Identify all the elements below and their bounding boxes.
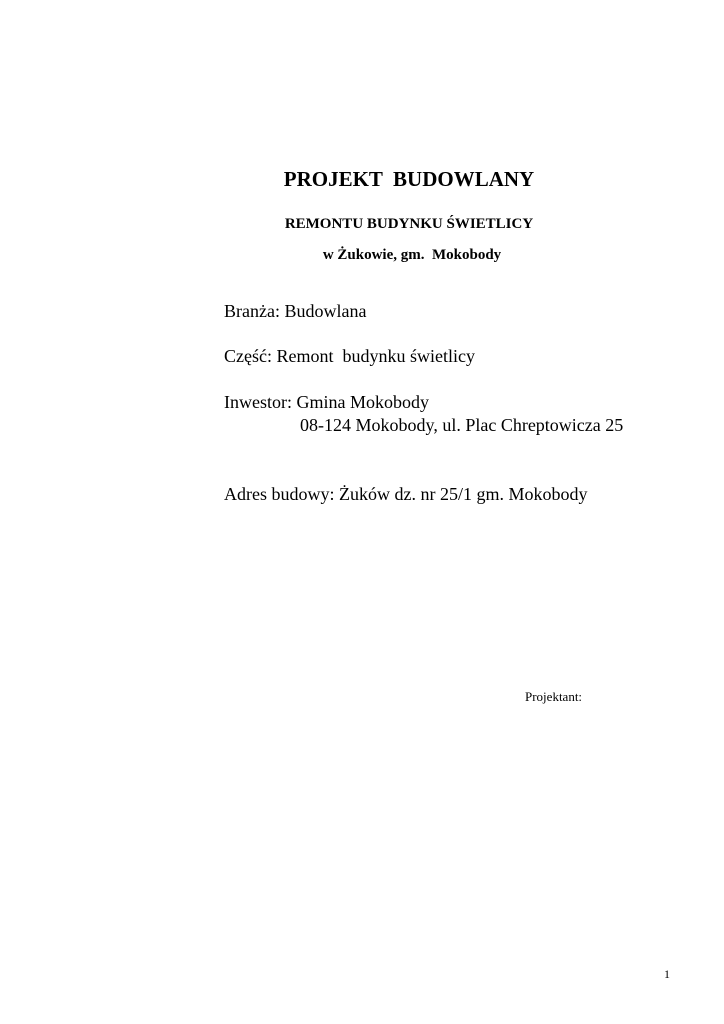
- document-location: w Żukowie, gm. Mokobody: [322, 247, 502, 263]
- document-subtitle: REMONTU BUDYNKU ŚWIETLICY: [284, 216, 534, 232]
- field-inwestor-address: 08-124 Mokobody, ul. Plac Chreptowicza 25: [300, 415, 624, 435]
- field-branza: Branża: Budowlana: [224, 301, 367, 321]
- field-inwestor: Inwestor: Gmina Mokobody: [224, 392, 429, 412]
- page-number: 1: [664, 967, 670, 981]
- document-title: PROJEKT BUDOWLANY: [283, 167, 535, 191]
- projektant-label: Projektant:: [525, 689, 583, 704]
- field-czesc: Część: Remont budynku świetlicy: [224, 346, 475, 366]
- field-adres-budowy: Adres budowy: Żuków dz. nr 25/1 gm. Mokobody: [224, 484, 588, 504]
